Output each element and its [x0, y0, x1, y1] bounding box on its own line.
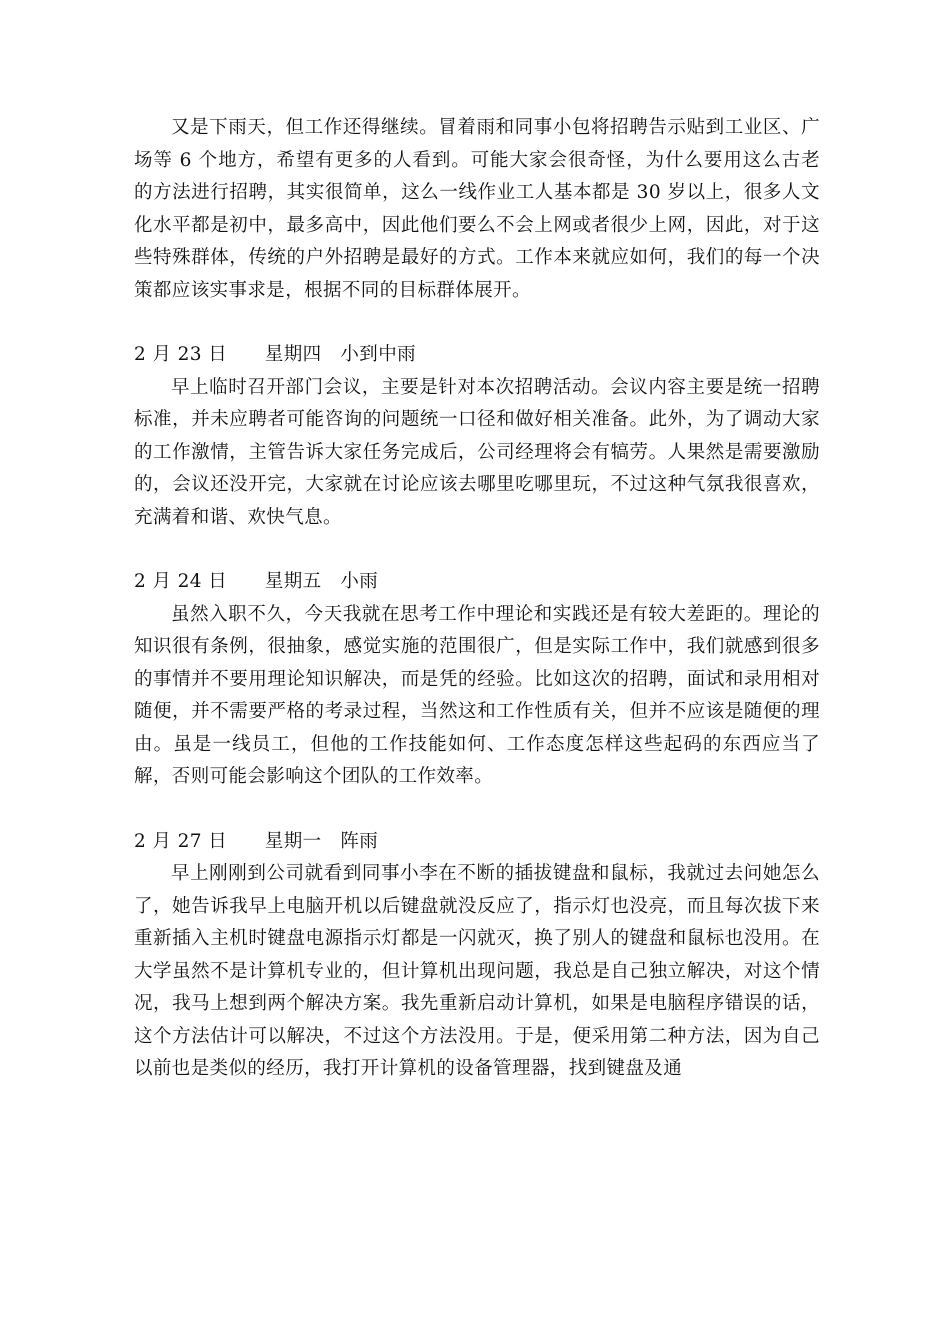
- entry-weekday: 星期一: [264, 830, 322, 852]
- document-page: [134, 112, 820, 1086]
- section-gap: [134, 307, 820, 339]
- entry-paragraph: 早上刚刚到公司就看到同事小李在不断的插拔键盘和鼠标，我就过去问她怎么了，她告诉我早上电脑开机以后键盘就没反应了，指示灯也没亮，而且每次拔下来重新插入主机时键盘电源指示灯都是一闪就灭，换了别人的键盘和鼠标也没用。在大学虽然不是计算机专业的，但计算机出现问题，我总是自己独立解决，对这个情况，我马上想到两个解决方案。我先重新启动计算机，如果是电脑程序错误的话，这个方法估计可以解决，不过这个方法没用。于是，便采用第二种方法，因为自己以前也是类似的经历，我打开计算机的设备管理器，找到键盘及通: [134, 863, 820, 1079]
- entry-heading: [134, 339, 820, 372]
- diary-entry-feb-23: [134, 339, 820, 534]
- entry-paragraph: 虽然入职不久，今天我就在思考工作中理论和实践还是有较大差距的。理论的知识很有条例，很抽象，感觉实施的范围很广，但是实际工作中，我们就感到很多的事情并不要用理论知识解决，而是凭的经验。比如这次的招聘，面试和录用相对随便，并不需要严格的考录过程，当然这和工作性质有关，但并不应该是随便的理由。虽是一线员工，但他的工作技能如何、工作态度怎样这些起码的东西应当了解，否则可能会影响这个团队的工作效率。: [134, 603, 820, 787]
- entry-weather: 小到中雨: [340, 344, 416, 365]
- entry-date: 2 月 24 日: [134, 571, 228, 592]
- entry-heading: [134, 566, 820, 599]
- entry-date: 2 月 27 日: [134, 830, 228, 852]
- entry-weather: 阵雨: [340, 830, 379, 852]
- section-gap: [134, 534, 820, 566]
- section-gap: [134, 794, 820, 826]
- diary-entry-feb-27: [134, 826, 820, 1086]
- entry-date: 2 月 23 日: [134, 344, 228, 365]
- diary-entry-feb-24: [134, 566, 820, 794]
- entry-weather: 小雨: [340, 571, 379, 592]
- entry-paragraph: 早上临时召开部门会议，主要是针对本次招聘活动。会议内容主要是统一招聘标准，并未应聘者可能咨询的问题统一口径和做好相关准备。此外，为了调动大家的工作激情，主管告诉大家任务完成后，公司经理将会有犒劳。人果然是需要激励的，会议还没开完，大家就在讨论应该去哪里吃哪里玩，不过这种气氛我很喜欢，充满着和谐、欢快气息。: [134, 376, 820, 528]
- entry-weekday: 星期五: [264, 571, 322, 592]
- intro-paragraph: 又是下雨天，但工作还得继续。冒着雨和同事小包将招聘告示贴到工业区、广场等 6 个地方，希望有更多的人看到。可能大家会很奇怪，为什么要用这么古老的方法进行招聘，其实很简单，这么一线作业工人基本都是 30 岁以上，很多人文化水平都是初中，最多高中，因此他们要么不会上网或者很少上网，因此，对于这些特殊群体，传统的户外招聘是最好的方式。工作本来就应如何，我们的每一个决策都应该实事求是，根据不同的目标群体展开。: [134, 117, 820, 301]
- entry-heading: [134, 826, 820, 859]
- entry-weekday: 星期四: [264, 344, 322, 365]
